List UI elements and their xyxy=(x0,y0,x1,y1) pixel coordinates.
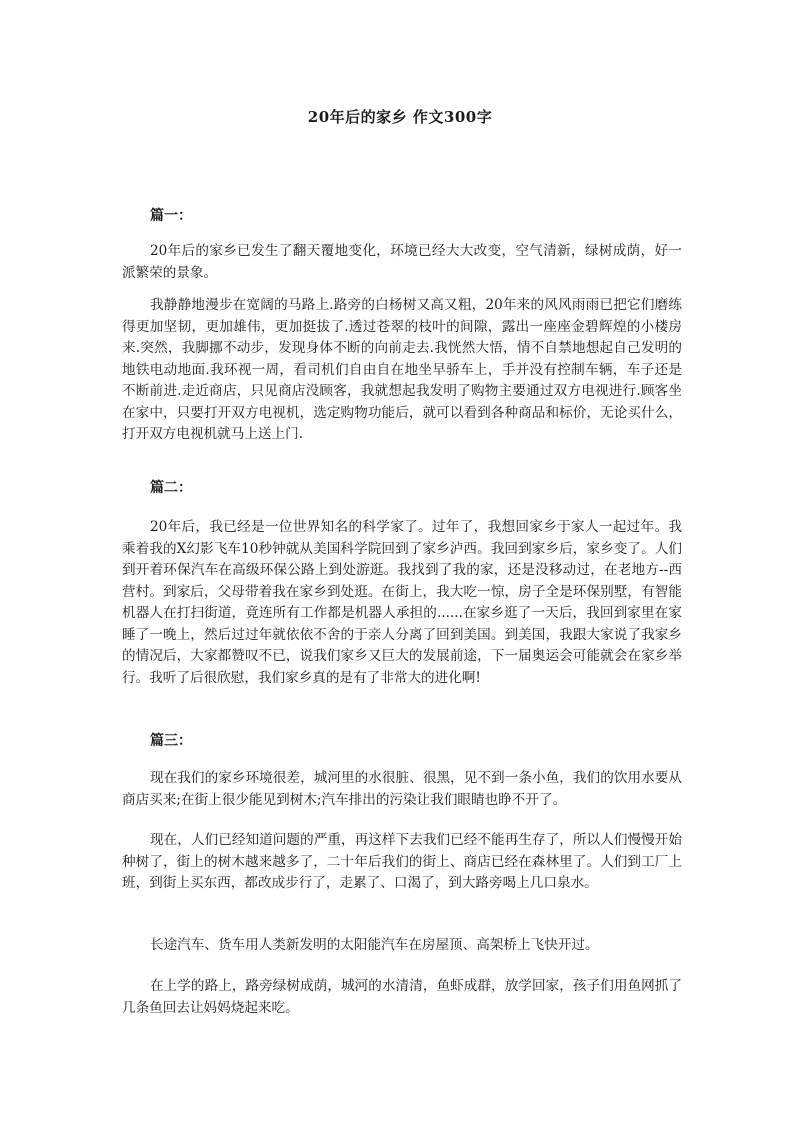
section-3-paragraph-2: 现在，人们已经知道问题的严重，再这样下去我们已经不能再生存了，所以人们慢慢开始种树了，街上的树木越来越多了，二十年后我们的街上、商店已经在森林里了。人们到工厂上班，到街上买东西，都改成步行了，走累了、口渴了，到大路旁喝上几口泉水。 xyxy=(122,832,682,891)
section-heading-3: 篇三： xyxy=(150,733,192,749)
section-heading-1: 篇一： xyxy=(150,208,192,224)
section-3-paragraph-3: 长途汽车、货车用人类新发明的太阳能汽车在房屋顶、高架桥上飞快开过。 xyxy=(150,937,599,953)
section-3-paragraph-1: 现在我们的家乡环境很差，城河里的水很脏、很黑，见不到一条小鱼，我们的饮用水要从商店买来;在街上很少能见到树木;汽车排出的污染让我们眼睛也睁不开了。 xyxy=(122,770,682,808)
document-title: 20年后的家乡 作文300字 xyxy=(307,108,493,126)
section-2-paragraph-1: 20年后，我已经是一位世界知名的科学家了。过年了，我想回家乡于家人一起过年。我乘着我的X幻影飞车10秒钟就从美国科学院回到了家乡泸西。我回到家乡后，家乡变了。人们到开着环保汽车在高级环保公路上到处游逛。我找到了我的家，还是没移动过，在老地方--西营村。到家后，父母带着我在家乡到处逛。在街上，我大吃一惊，房子全是环保别墅，有智能机器人在打扫街道，竟连所有工作都是机器人承担的......在家乡逛了一天后，我回到家里在家睡了一晚上，然后过过年就依依不舍的于亲人分离了回到美国。到美国，我跟大家说了我家乡的情况后，大家都赞叹不已，说我们家乡又巨大的发展前途，下一届奥运会可能就会在家乡举行。我听了后很欣慰，我们家乡真的是有了非常大的进化啊! xyxy=(122,519,682,686)
section-1-paragraph-2: 我静静地漫步在宽阔的马路上.路旁的白杨树又高又粗，20年来的风风雨雨已把它们磨练得更加坚韧，更加雄伟，更加挺拔了.透过苍翠的枝叶的间隙，露出一座座金碧辉煌的小楼房来.突然，我脚挪不动步，发现身体不断的向前走去.我恍然大悟，情不自禁地想起自己发明的地铁电动地面.我环视一周，看司机们自由自在地坐早骄车上，手并没有控制车辆，车子还是不断前进.走近商店，只见商店没顾客，我就想起我发明了购物主要通过双方电视进行.顾客坐在家中，只要打开双方电视机，选定购物功能后，就可以看到各种商品和标价，无论买什么，打开双方电视机就马上送上门. xyxy=(122,297,682,442)
section-3-paragraph-4: 在上学的路上，路旁绿树成荫，城河的水清清，鱼虾成群，放学回家，孩子们用鱼网抓了几条鱼回去让妈妈烧起来吃。 xyxy=(122,978,682,1016)
section-heading-2: 篇二： xyxy=(150,480,192,496)
section-1-paragraph-1: 20年后的家乡已发生了翻天覆地变化，环境已经大大改变，空气清新，绿树成荫，好一派繁荣的景象。 xyxy=(122,243,682,281)
